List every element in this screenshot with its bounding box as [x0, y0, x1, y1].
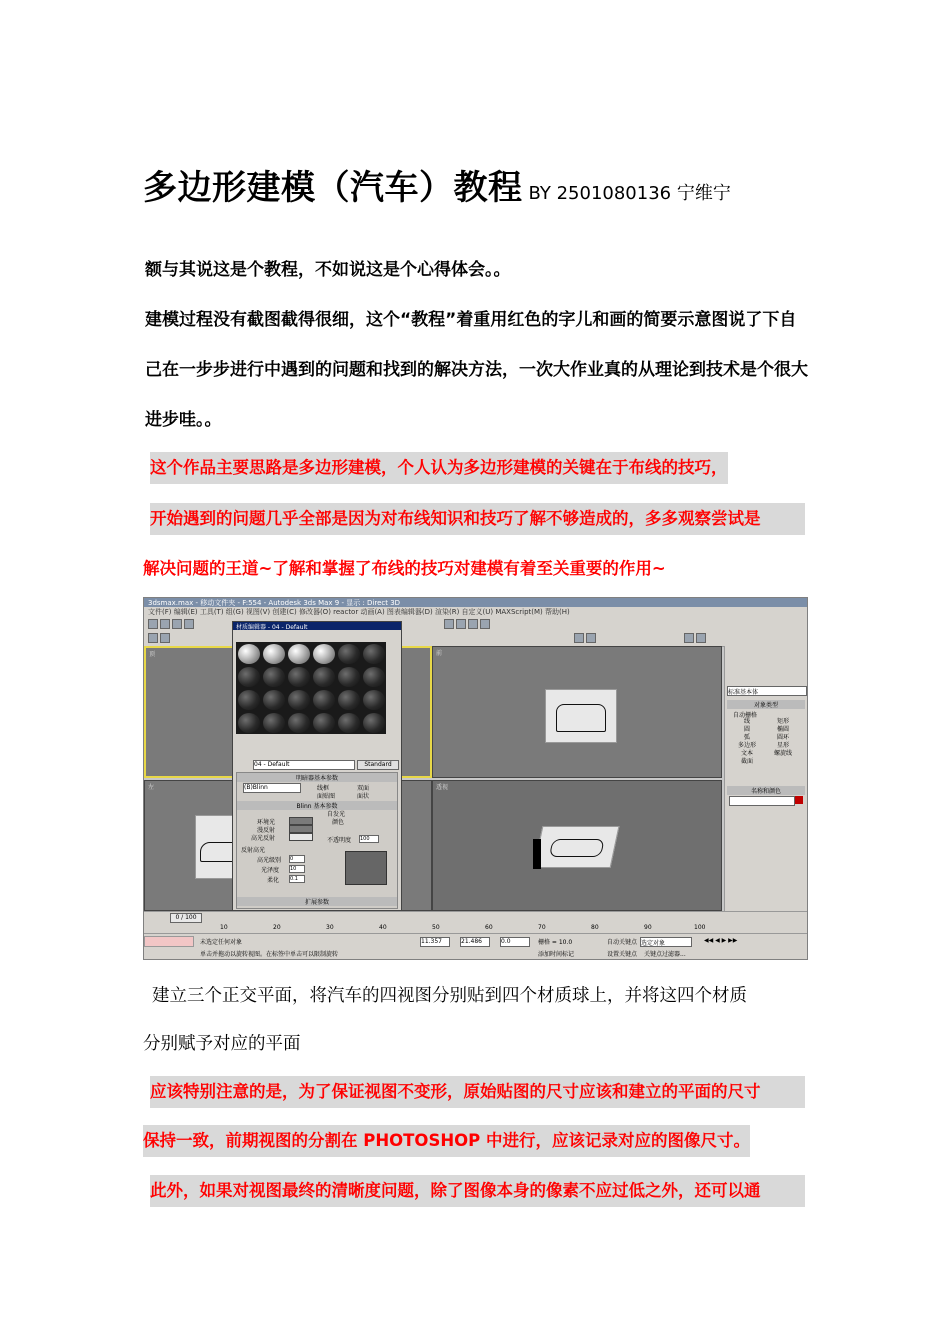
material-slot-12[interactable] — [363, 667, 385, 687]
material-slot-3[interactable] — [288, 644, 310, 664]
align-icon[interactable] — [586, 633, 596, 643]
selection-set-select[interactable]: 选定对象 — [640, 937, 692, 947]
unlink-icon[interactable] — [184, 619, 194, 629]
material-slot-4[interactable] — [313, 644, 335, 664]
material-slot-7[interactable] — [238, 667, 260, 687]
material-slot-15[interactable] — [288, 690, 310, 710]
material-slot-19[interactable] — [238, 713, 260, 733]
object-color-swatch[interactable] — [795, 796, 803, 804]
red-line-1: 这个作品主要思路是多边形建模，个人认为多边形建模的关键在于布线的技巧， — [150, 452, 728, 484]
shader-select[interactable]: (B)Blinn — [243, 783, 301, 793]
material-slot-9[interactable] — [288, 667, 310, 687]
caption-line-1: 建立三个正交平面，将汽车的四视图分别贴到四个材质球上，并将这四个材质 — [152, 986, 747, 1006]
material-slot-18[interactable] — [363, 690, 385, 710]
glossiness-field[interactable]: 10 — [289, 865, 305, 873]
render-icon[interactable] — [696, 633, 706, 643]
material-slot-17[interactable] — [338, 690, 360, 710]
object-name-field[interactable] — [729, 796, 795, 806]
move-icon[interactable] — [456, 619, 466, 629]
opacity-field[interactable]: 100 — [359, 835, 379, 843]
material-slot-13[interactable] — [238, 690, 260, 710]
object-category-select[interactable]: 标准基本体 — [727, 686, 807, 696]
page-title — [143, 160, 731, 209]
command-panel: 标准基本体 对象类型 自动栅格 线 矩形 圆 椭圆 弧 圆环 多边形 星形 文本 螺旋线 截面 名称和颜色 — [724, 646, 808, 911]
diffuse-swatch[interactable] — [289, 825, 313, 833]
snap-icon[interactable] — [148, 633, 158, 643]
viewport-front[interactable]: 前 — [432, 646, 722, 778]
car-persp-sketch — [549, 839, 605, 857]
3dsmax-screenshot — [143, 597, 808, 960]
material-slot-10[interactable] — [313, 667, 335, 687]
material-slot-2[interactable] — [263, 644, 285, 664]
front-view-plane — [545, 689, 617, 743]
object-type-buttons: 线 矩形 圆 椭圆 弧 圆环 多边形 星形 文本 螺旋线 截面 — [737, 718, 792, 765]
material-parameters: 明暗器基本参数 (B)Blinn 线框 双面 面贴图 面状 Blinn 基本参数 自发光 颜色 环境光 漫反射 高光反射 不透明度 100 反射高光 高光级别 0 光泽度 10 柔化 0.1 扩展参数 — [236, 772, 398, 909]
material-slot-23[interactable] — [338, 713, 360, 733]
caption-line-2: 分别赋予对应的平面 — [143, 1034, 301, 1054]
red-line-5: 保持一致，前期视图的分割在 PHOTOSHOP 中进行，应该记录对应的图像尺寸。 — [143, 1125, 750, 1157]
highlight-curve-preview — [345, 851, 387, 885]
red-line-4: 应该特别注意的是，为了保证视图不变形，原始贴图的尺寸应该和建立的平面的尺寸 — [150, 1076, 805, 1108]
mirror-icon[interactable] — [574, 633, 584, 643]
red-line-6: 此外，如果对视图最终的清晰度问题，除了图像本身的像素不应过低之外，还可以通 — [150, 1175, 805, 1207]
status-bar: 未选定任何对象 单击并拖动以旋转视图。在标签中单击可以限制旋转 11.357 21.486 0.0 栅格 = 10.0 添加时间标记 自动关键点 设置关键点 选定对象 关键点过滤器... ◀◀ ◀ ▶ ▶▶ — [144, 933, 807, 960]
material-name-field[interactable]: 04 - Default — [253, 760, 355, 770]
maxscript-listener[interactable] — [144, 936, 194, 947]
select-icon[interactable] — [444, 619, 454, 629]
material-slot-8[interactable] — [263, 667, 285, 687]
material-editor-icon[interactable] — [684, 633, 694, 643]
car-front-sketch — [556, 704, 606, 732]
redo-icon[interactable] — [160, 619, 170, 629]
intro-line-1: 额与其说这是个教程，不如说这是个心得体会。。 — [145, 260, 511, 280]
material-editor[interactable] — [232, 621, 402, 911]
material-slot-1[interactable] — [238, 644, 260, 664]
red-line-3: 解决问题的王道~了解和掌握了布线的技巧对建模有着至关重要的作用~ — [143, 559, 666, 578]
material-slot-20[interactable] — [263, 713, 285, 733]
material-slot-5[interactable] — [338, 644, 360, 664]
material-slot-11[interactable] — [338, 667, 360, 687]
intro-text — [145, 245, 810, 445]
angle-snap-icon[interactable] — [160, 633, 170, 643]
title-main: 多边形建模（汽车）教程 — [143, 168, 523, 208]
material-slot-14[interactable] — [263, 690, 285, 710]
viewport-top[interactable]: 顶 — [144, 646, 432, 778]
red-line-2: 开始遇到的问题几乎全部是因为对布线知识和技巧了解不够造成的，多多观察尝试是 — [150, 503, 805, 535]
material-editor-title: 材质编辑器 - 04 - Default — [233, 622, 401, 630]
material-slot-22[interactable] — [313, 713, 335, 733]
time-slider[interactable]: 0 / 100 — [170, 913, 202, 923]
y-coord-field[interactable]: 21.486 — [460, 937, 490, 947]
menu-bar: 文件(F) 编辑(E) 工具(T) 组(G) 视图(V) 创建(C) 修改器(O) reactor 动画(A) 图表编辑器(D) 渲染(R) 自定义(U) MAXScript(M) 帮助(H) — [144, 607, 807, 616]
soften-field[interactable]: 0.1 — [289, 875, 305, 883]
x-coord-field[interactable]: 11.357 — [420, 937, 450, 947]
material-slot-24[interactable] — [363, 713, 385, 733]
z-coord-field[interactable]: 0.0 — [500, 937, 530, 947]
ambient-swatch[interactable] — [289, 817, 313, 825]
car-side-sketch — [200, 842, 236, 862]
material-slot-6[interactable] — [363, 644, 385, 664]
perspective-planes — [534, 826, 620, 868]
material-slots — [236, 642, 386, 734]
timeline[interactable]: 0 / 100 10 20 30 40 50 60 70 80 90 100 — [144, 911, 807, 934]
title-author: BY 2501080136 宁维宁 — [528, 183, 731, 204]
viewport-perspective[interactable]: 透视 — [432, 780, 722, 911]
link-icon[interactable] — [172, 619, 182, 629]
rotate-icon[interactable] — [468, 619, 478, 629]
window-titlebar: 3dsmax.max - 移动文件夹 - F:554 - Autodesk 3ds Max 9 - 显示 : Direct 3D — [144, 598, 807, 607]
playback-controls[interactable]: ◀◀ ◀ ▶ ▶▶ — [704, 937, 738, 944]
viewport-left[interactable]: 左 — [144, 780, 432, 911]
side-view-plane — [195, 815, 235, 879]
intro-line-2: 建模过程没有截图截得很细，这个“教程”着重用红色的字儿和画的简要示意图说了下自己在一步步进行中遇到的问题和找到的解决方法，一次大作业真的从理论到技术是个很大进步哇。。 — [145, 310, 808, 430]
material-slot-21[interactable] — [288, 713, 310, 733]
scale-icon[interactable] — [480, 619, 490, 629]
spec-level-field[interactable]: 0 — [289, 855, 305, 863]
front-plane-edge — [533, 839, 541, 869]
undo-icon[interactable] — [148, 619, 158, 629]
specular-swatch[interactable] — [289, 833, 313, 841]
material-slot-16[interactable] — [313, 690, 335, 710]
material-type-button[interactable]: Standard — [357, 760, 399, 770]
